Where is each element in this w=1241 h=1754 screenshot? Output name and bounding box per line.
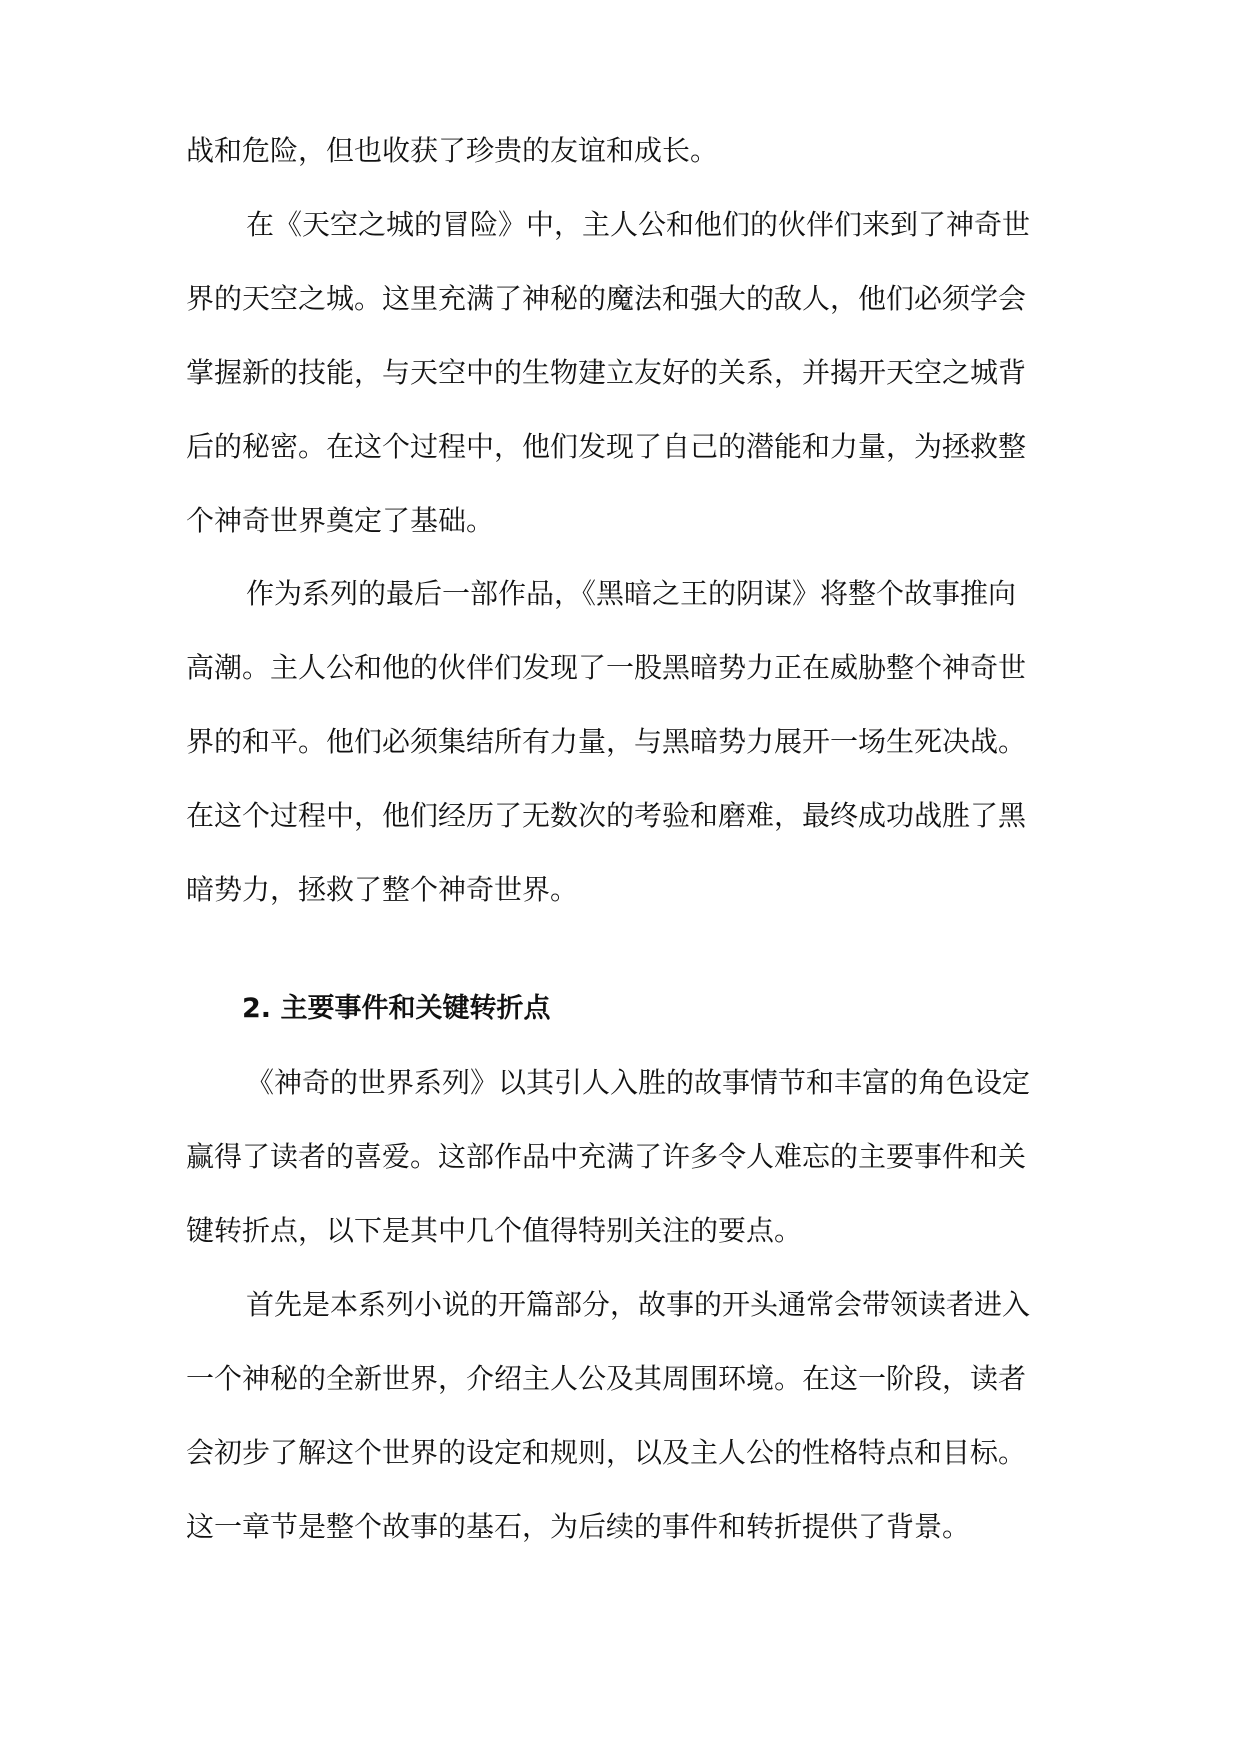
body-text-line: 一个神秘的全新世界，介绍主人公及其周围环境。在这一阶段，读者 <box>186 1362 1027 1395</box>
body-text-line: 在《天空之城的冒险》中，主人公和他们的伙伴们来到了神奇世 <box>246 208 1031 241</box>
body-text-line: 界的和平。他们必须集结所有力量，与黑暗势力展开一场生死决战。 <box>186 725 1027 758</box>
body-text-line: 后的秘密。在这个过程中，他们发现了自己的潜能和力量，为拯救整 <box>186 430 1027 463</box>
body-text-line: 《神奇的世界系列》以其引人入胜的故事情节和丰富的角色设定 <box>246 1066 1031 1099</box>
body-text-line: 掌握新的技能，与天空中的生物建立友好的关系，并揭开天空之城背 <box>186 356 1027 389</box>
body-text-line: 在这个过程中，他们经历了无数次的考验和磨难，最终成功战胜了黑 <box>186 799 1027 832</box>
section-heading: 2. 主要事件和关键转折点 <box>242 993 551 1024</box>
body-text-line: 赢得了读者的喜爱。这部作品中充满了许多令人难忘的主要事件和关 <box>186 1140 1027 1173</box>
body-text-line: 键转折点，以下是其中几个值得特别关注的要点。 <box>186 1214 803 1247</box>
body-text-line: 暗势力，拯救了整个神奇世界。 <box>186 873 579 906</box>
body-text-line: 作为系列的最后一部作品，《黑暗之王的阴谋》将整个故事推向 <box>246 577 1017 610</box>
body-text-line: 首先是本系列小说的开篇部分，故事的开头通常会带领读者进入 <box>246 1288 1031 1321</box>
body-text-line: 会初步了解这个世界的设定和规则，以及主人公的性格特点和目标。 <box>186 1436 1027 1469</box>
body-text-line: 这一章节是整个故事的基石，为后续的事件和转折提供了背景。 <box>186 1510 971 1543</box>
body-text-line: 界的天空之城。这里充满了神秘的魔法和强大的敌人，他们必须学会 <box>186 282 1027 315</box>
body-text-line: 高潮。主人公和他的伙伴们发现了一股黑暗势力正在威胁整个神奇世 <box>186 651 1027 684</box>
body-text-line: 战和危险，但也收获了珍贵的友谊和成长。 <box>186 134 719 167</box>
body-text-line: 个神奇世界奠定了基础。 <box>186 504 495 537</box>
